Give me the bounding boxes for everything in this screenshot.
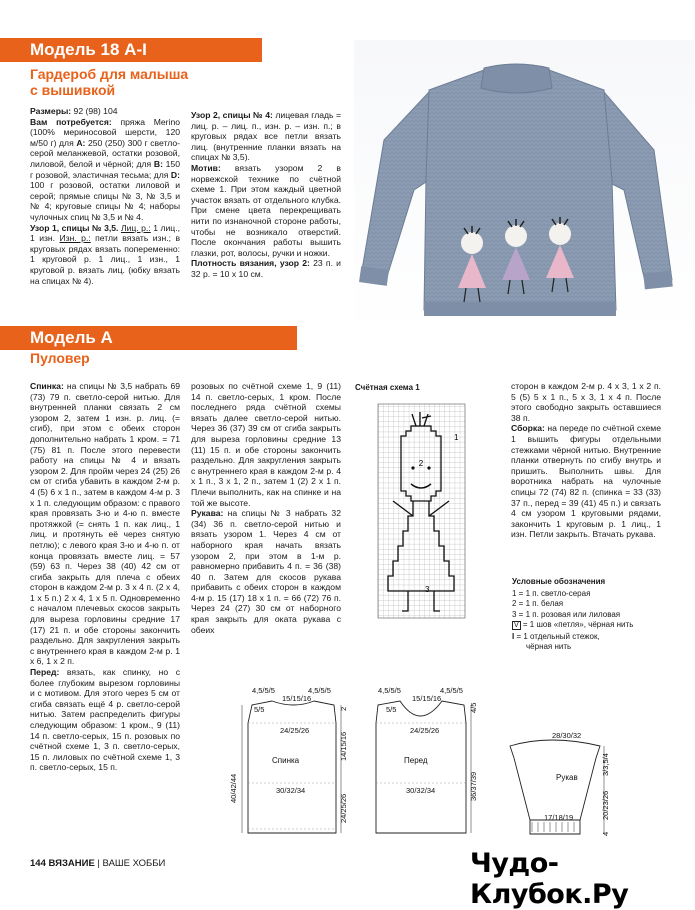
- materials: Вам потребуется: пряжа Merino (100% мериносовой шерсти, 120 м/50 г) для А: 250 (250) 300 г светло-серой меланжевой, остатки розовой, лиловой, белой и чёрной; для В: 150 г розовой, эластичная тесьма; для D: 100 г розовой, остатки лиловой и серой; прямые спицы № 3, № 3,5 и № 4; круговые спицы № 4; наборы чулочных спиц № 3,5 и № 4.: [30, 116, 180, 222]
- front-shoulder-left: 4,5/5/5: [378, 686, 401, 695]
- back-chest: 24/25/26: [280, 726, 310, 735]
- chart-label-3: 3: [425, 585, 430, 594]
- front-height: 36/37/39: [469, 771, 478, 801]
- back-dim-2: 14/15/16: [339, 731, 348, 761]
- front-instructions: Перед: вязать, как спинку, но с более глубоким вырезом горловины и с мотивом. Для этого через 5 см от сгиба связать ещё 4 р. светло-серой нитью. Затем распределить фигуры следующим образом: 1 кром., 9 (11) 14 п. светло-серых, 15 п. розовых по счётной схеме 1, 3 п. светло-серых, 15 п. лиловых по счётной схеме 1, 3 п. светло-серых, 15 п.: [30, 667, 180, 773]
- watermark: Чудо-Клубок.Ру: [470, 848, 629, 910]
- magazine-subtitle: ВАШЕ ХОББИ: [102, 858, 166, 869]
- schematic-back: [224, 683, 364, 843]
- model-a-subtitle: Пуловер: [30, 350, 90, 366]
- sleeve-dim-1: 3/3,5/4: [601, 753, 610, 776]
- sleeve-dim-2: 20/23/26: [601, 790, 610, 820]
- back-dim-1: 2: [339, 706, 348, 711]
- page-number: 144: [30, 858, 46, 869]
- sleeve-dim-3: 4: [601, 831, 610, 836]
- back-dim-3: 24/25/26: [339, 793, 348, 823]
- front-neck-depth: 5/5: [386, 705, 397, 714]
- chart-label-2: 2: [418, 459, 424, 468]
- legend-item-5: I = 1 отдельный стежок,: [512, 631, 600, 641]
- schematic-front: [360, 683, 510, 843]
- legend-item-2: 2 = 1 п. белая: [512, 599, 564, 608]
- subtitle-line-1: Гардероб для малыша: [30, 66, 189, 82]
- legend-title: Условные обозначения: [512, 577, 606, 586]
- footer: 144 ВЯЗАНИЕ | ВАШЕ ХОББИ: [30, 858, 166, 869]
- motif: Мотив: вязать узором 2 в норвежской технике по счётной схеме 1. При этом каждый цветной участок вязать от отдельного клубка. При смене цвета перекрещивать нити по изнаночной стороне работы, чтобы не возникало отверстий. После окончания работы вышить глазки, рот, волосы, ручки и ножки.: [191, 162, 341, 258]
- intro-column-1: [30, 106, 180, 286]
- back-shoulder-left: 4,5/5/5: [252, 686, 275, 695]
- front-label: Перед: [404, 756, 428, 765]
- density: Плотность вязания, узор 2: 23 п. и 32 р. = 10 х 10 см.: [191, 258, 341, 279]
- sleeve-instructions: Рукава: на спицы № 3 набрать 32 (34) 36 п. светло-серой нитью и вязать узором 1. Через 4 см от наборного края начать вязать узором 2, при этом в 1-м р. равномерно прибавить 4 п. = 36 (38) 40 п. Затем для скосов рукава прибавить с обеих сторон в каждом 4-м р. 15 (17) 18 х 1 п. = 66 (72) 76 п. Через 24 (27) 30 см от наборного края закрыть для оката рукава с обеих: [191, 508, 341, 635]
- legend-item-1: 1 = 1 п. светло-серая: [512, 588, 591, 598]
- sweater-photo: [354, 40, 694, 340]
- front-chest: 24/25/26: [410, 726, 440, 735]
- back-neck-depth: 5/5: [254, 705, 265, 714]
- legend-item-3: 3 = 1 п. розовая или лиловая: [512, 609, 621, 619]
- front-neck-width: 15/15/16: [412, 694, 442, 703]
- text-column-2: [191, 381, 341, 635]
- sleeve-top: 28/30/32: [552, 731, 582, 740]
- back-shoulder-right: 4,5/5/5: [308, 686, 331, 695]
- model-title: Модель 18 А-I: [30, 40, 147, 59]
- pattern-2: Узор 2, спицы № 4: лицевая гладь = лиц. р. – лиц. п., изн. р. – изн. п.; в круговых рядах все петли вязать лиц. (внутренние планки вязать на спицах № 3,5).: [191, 110, 342, 163]
- chart-caption: Счётная схема 1: [355, 383, 420, 392]
- back-instructions: Спинка: на спицы № 3,5 набрать 69 (73) 79 п. светло-серой нитью. Для внутренней планки связать 2 см узором 2, затем 1 изн. р. лиц. (= сгиб), при этом с обеих сторон дополнительно набрать 1 кром. = 71 (75) 81 п. После этого перевести работу на спицы № 4 и вязать узором 2. Для пройм через 24 (25) 26 см от сгиба убавить в каждом 2-м р. 4 (5) 6 х 1 п., затем в каждом 4-м р. 3 х 1 п. следующим образом: с правого края провязать 3-ю и 4-ю п. вместе протяжкой (= снять 1 п. как лиц., 1 лиц. и протянуть её через снятую петлю); с левого края 3-ю и 4-ю п. от конца провязать вместе лиц. = 57 (59) 63 п. Через 38 (40) 42 см от сгиба закрыть для плеча с обеих сторон в каждом 2-м р. 3 х 4 п. (2 х 4, 1 х 5 п.) 2 х 4, 1 х 5 п. Одновременно с началом плечевых скосов закрыть для выреза горловины средние 17 (17) 21 п. и обе стороны закончить раздельно. Для закругления закрыть с внутреннего края в каждом 2-м р. 1 х 6, 1 х 2 п.: [30, 381, 180, 667]
- intro-column-2: [191, 110, 341, 280]
- back-height: 40/42/44: [229, 773, 238, 803]
- assembly-instructions: Сборка: на переде по счётной схеме 1 вышить фигуры отдельными стежками чёрной нитью. Внутренние планки отвернуть по сгибу внутрь и пришить. Выполнить швы. Для воротника набрать на чулочные спицы 72 (74) 82 п. (спинка = 33 (33) 37 п., перед = 39 (41) 45 п.) и связать 4 см узором 1 круговыми рядами, закончить 1 круговым р. 1 лиц., 1 изн. Петли закрыть. Втачать рукава.: [511, 423, 661, 540]
- sleeve-cuff: 17/18/19: [544, 813, 574, 822]
- sizes: Размеры: 92 (98) 104: [30, 106, 118, 116]
- back-hem: 30/32/34: [276, 786, 306, 795]
- subtitle-line-2: с вышивкой: [30, 82, 116, 98]
- back-neck-width: 15/15/16: [282, 694, 312, 703]
- legend: [512, 577, 692, 653]
- magazine-name: ВЯЗАНИЕ: [48, 858, 95, 869]
- text-column-4: [511, 381, 661, 540]
- legend-item-5-cont: чёрная нить: [526, 642, 572, 651]
- sleeve-continued: сторон в каждом 2-м р. 4 х 3, 1 х 2 п. 5 (5) 5 х 1 п., 5 х 3, 1 х 4 п. После этого свободно закрыть оставшиеся 38 п.: [511, 381, 661, 423]
- pattern-1: Узор 1, спицы № 3,5. Лиц. р.: 1 лиц., 1 изн. Изн. р.: петли вязать изн.; в круговых рядах вязать попеременно: 1 круговой р. 1 лиц., 1 изн., 1 круговой р. вязать лиц. (юбку вязать на спицах № 4).: [30, 222, 181, 286]
- counting-chart: [368, 396, 476, 624]
- legend-item-4: V = 1 шов «петля», чёрная нить: [514, 620, 634, 629]
- front-top-dim: 4/5: [469, 702, 478, 713]
- subtitle: [30, 66, 230, 98]
- single-stitch-symbol: I: [512, 631, 515, 641]
- back-label: Спинка: [272, 756, 300, 765]
- schematic-sleeve: [500, 722, 690, 847]
- model-a-title-bar: [0, 326, 297, 350]
- front-shoulder-right: 4,5/5/5: [440, 686, 463, 695]
- model-a-title: Модель А: [30, 328, 113, 347]
- loop-stitch-symbol: V: [514, 622, 519, 629]
- model-title-bar: [0, 38, 262, 62]
- front-hem: 30/32/34: [406, 786, 436, 795]
- chart-label-1: 1: [454, 433, 459, 442]
- text-column-1: [30, 381, 180, 773]
- front-continued: розовых по счётной схеме 1, 9 (11) 14 п. светло-серых, 1 кром. После последнего ряда счётной схемы вязать далее светло-серой нитью. Через 36 (37) 39 см от сгиба закрыть для выреза горловины средние 13 (11) 15 п. и обе стороны закончить раздельно. Для закругления закрыть с внутреннего края в каждом 2-м р. 4 х 1 п., 3 х 1, 2 п., затем 1 (2) 2 х 1 п. Плечи выполнить, как на спинке и на той же высоте.: [191, 381, 341, 508]
- sleeve-label: Рукав: [556, 773, 578, 782]
